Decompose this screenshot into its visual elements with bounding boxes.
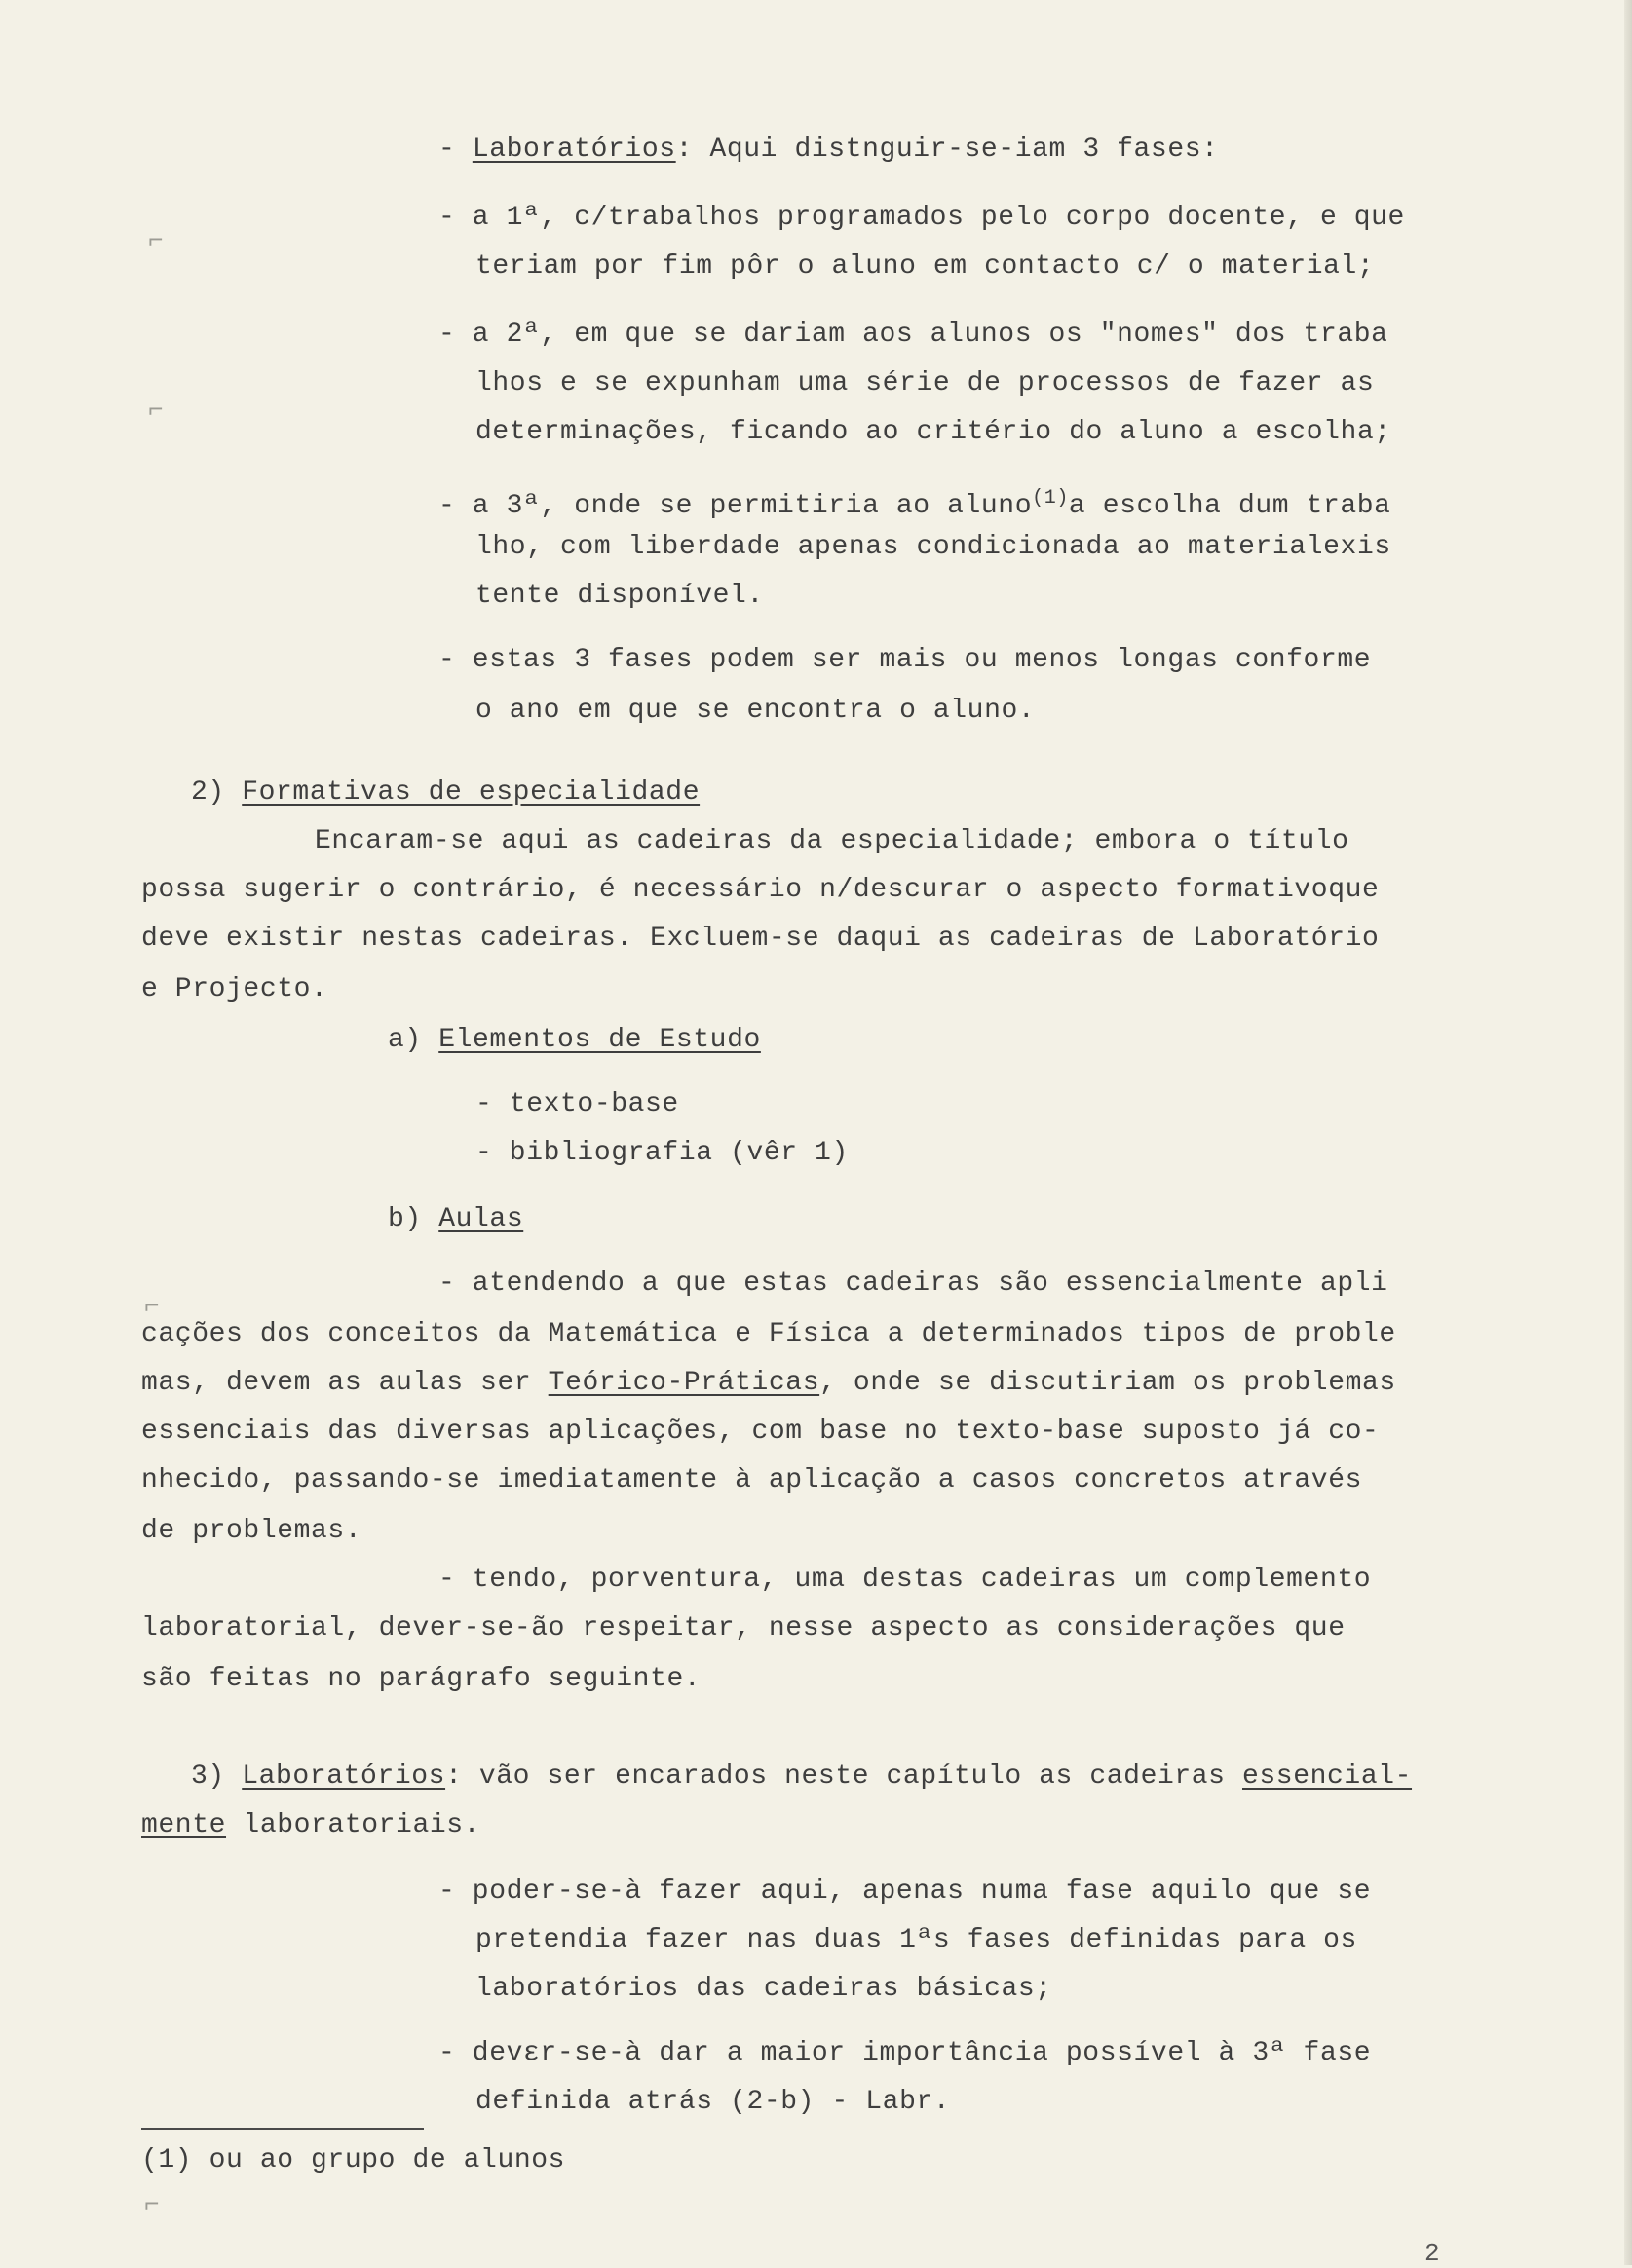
paragraph-line: mente laboratoriais.: [141, 1810, 481, 1840]
text-line: - a 3ª, onde se permitiria ao aluno$^{(1)}$a escolha dum traba: [438, 487, 1391, 521]
paragraph-line: cações dos conceitos da Matemática e Física a determinados tipos de proble: [141, 1319, 1396, 1349]
list-item: definida atrás (2-b) - Labr.: [475, 2087, 951, 2117]
paragraph-line: laboratorial, dever-se-ão respeitar, nesse aspecto as considerações que: [141, 1613, 1346, 1644]
footnote-marker: (1): [1032, 487, 1069, 510]
list-item: - devεr-se-à dar a maior importância possível à 3ª fase: [438, 2038, 1372, 2068]
margin-mark: ⌐: [144, 2190, 160, 2219]
list-item: laboratórios das cadeiras básicas;: [475, 1974, 1052, 2004]
text-line: - a 2ª, em que se dariam aos alunos os "nomes" dos traba: [438, 320, 1388, 350]
paragraph-line: deve existir nestas cadeiras. Excluem-se daqui as cadeiras de Laboratório: [141, 924, 1380, 954]
paragraph-line: - atendendo a que estas cadeiras são essencialmente apli: [438, 1268, 1388, 1299]
page-number: 2: [1424, 2239, 1440, 2268]
paragraph-line: de problemas.: [141, 1516, 362, 1546]
section-heading: 2) Formativas de especialidade: [191, 777, 701, 808]
paragraph-line: Encaram-se aqui as cadeiras da especialidade; embora o título: [315, 826, 1349, 856]
text-line: teriam por fim pôr o aluno em contacto c/ o material;: [475, 251, 1375, 282]
paragraph-line: e Projecto.: [141, 974, 328, 1004]
page-edge: [1624, 0, 1632, 2265]
paragraph-line: nhecido, passando-se imediatamente à aplicação a casos concretos através: [141, 1465, 1362, 1495]
text-line: tente disponível.: [475, 581, 764, 611]
paragraph-line: - tendo, porventura, uma destas cadeiras um complemento: [438, 1565, 1372, 1595]
text-line: o ano em que se encontra o aluno.: [475, 696, 1036, 726]
paragraph-line: possa sugerir o contrário, é necessário n/descurar o aspecto formativoque: [141, 875, 1380, 905]
footnote-rule: [141, 2128, 424, 2130]
margin-mark: ⌐: [148, 396, 164, 425]
margin-mark: ⌐: [148, 226, 164, 255]
section-heading: 3) Laboratórios: vão ser encarados neste capítulo as cadeiras essencial-: [191, 1761, 1413, 1792]
text-line: - estas 3 fases podem ser mais ou menos longas conforme: [438, 645, 1372, 675]
list-item: - texto-base: [475, 1089, 679, 1119]
subsection-heading: a) Elementos de Estudo: [388, 1025, 761, 1055]
subsection-heading: b) Aulas: [388, 1204, 524, 1234]
list-item: - poder-se-à fazer aqui, apenas numa fase aquilo que se: [438, 1876, 1372, 1907]
margin-mark: ⌐: [144, 1292, 160, 1321]
text-line: determinações, ficando ao critério do aluno a escolha;: [475, 417, 1391, 447]
paragraph-line: mas, devem as aulas ser Teórico-Práticas, onde se discutiriam os problemas: [141, 1368, 1396, 1398]
paragraph-line: são feitas no parágrafo seguinte.: [141, 1664, 702, 1694]
text-line: - Laboratórios: Aqui distnguir-se-iam 3 fases:: [438, 134, 1219, 165]
text-line: lho, com liberdade apenas condicionada ao materialexis: [475, 532, 1391, 562]
footnote: (1) ou ao grupo de alunos: [141, 2145, 566, 2175]
list-item: pretendia fazer nas duas 1ªs fases definidas para os: [475, 1925, 1357, 1955]
paragraph-line: essenciais das diversas aplicações, com base no texto-base suposto já co-: [141, 1417, 1380, 1447]
list-item: - bibliografia (vêr 1): [475, 1138, 849, 1168]
text-line: - a 1ª, c/trabalhos programados pelo corpo docente, e que: [438, 203, 1405, 233]
text-line: lhos e se expunham uma série de processos de fazer as: [475, 368, 1375, 398]
